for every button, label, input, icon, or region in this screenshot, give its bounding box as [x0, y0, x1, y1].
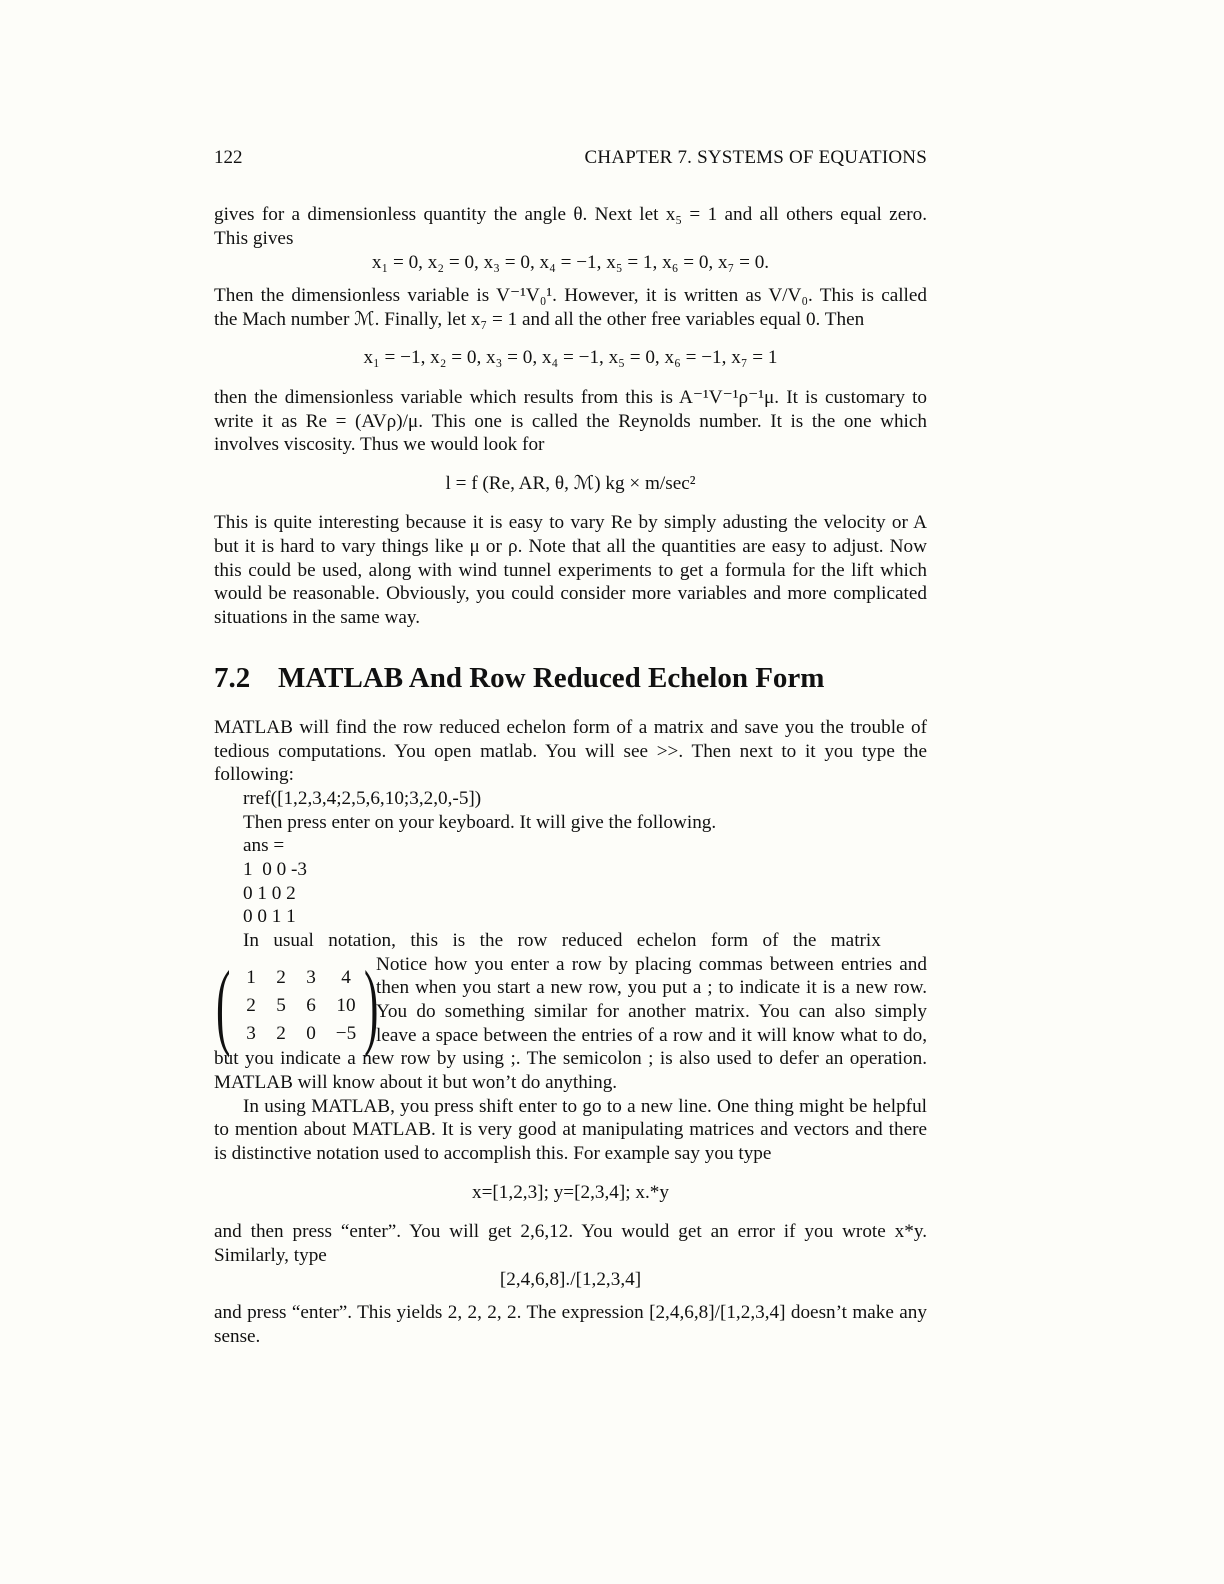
text-line: then when you start a new row, you put a ; to indicate it is a new row. [376, 977, 927, 998]
matrix-row [236, 964, 366, 992]
text-line: is distinctive notation used to accomplish this. For example say you type [214, 1143, 772, 1164]
matrix-cell: 2 [276, 1023, 286, 1044]
text-line: MATLAB will find the row reduced echelon form of a matrix and save you the trouble of [214, 717, 927, 738]
text-line: In using MATLAB, you press shift enter to go to a new line. One thing might be helpful [243, 1096, 927, 1117]
chapter-title: CHAPTER 7. SYSTEMS OF EQUATIONS [584, 147, 927, 168]
text-line: Notice how you enter a row by placing commas between entries and [376, 954, 927, 975]
code-output-row: 0 0 1 1 [243, 906, 296, 927]
text-line: This gives [214, 228, 294, 249]
matrix-cell: 2 [246, 995, 256, 1016]
matrix-cell: 4 [341, 967, 351, 988]
section-heading [214, 662, 824, 695]
text-line: to mention about MATLAB. It is very good at manipulating matrices and vectors and there [214, 1119, 927, 1140]
matrix-row [236, 992, 366, 1020]
text-line: would be reasonable. Obviously, you could consider more variables and more complicated [214, 583, 927, 604]
matrix-cell: 5 [276, 995, 286, 1016]
code-output-row: 1 0 0 -3 [243, 859, 307, 880]
matrix-cell: 1 [246, 967, 256, 988]
text-line: and press “enter”. This yields 2, 2, 2, 2. The expression [2,4,6,8]/[1,2,3,4] doesn’t make any [214, 1302, 927, 1323]
matrix-cell: 3 [246, 1023, 256, 1044]
text-line: Then the dimensionless variable is V⁻¹V₀¹. However, it is written as V/V₀. This is called [214, 285, 927, 306]
matrix-cell: 6 [306, 995, 316, 1016]
code-output-row: 0 1 0 2 [243, 883, 296, 904]
matrix [214, 951, 384, 1058]
text-line: leave a space between the entries of a row and it will know what to do, [376, 1025, 927, 1046]
matrix-cell: −5 [335, 1023, 357, 1044]
code-command: [2,4,6,8]./[1,2,3,4] [499, 1269, 642, 1290]
equation: x₁ = −1, x₂ = 0, x₃ = 0, x₄ = −1, x₅ = 0, x₆ = −1, x₇ = 1 [363, 347, 778, 368]
matrix-cell: 10 [336, 995, 356, 1016]
matrix-cell: 2 [276, 967, 286, 988]
text-line: situations in the same way. [214, 607, 421, 628]
text-line: sense. [214, 1326, 261, 1347]
code-command: x=[1,2,3]; y=[2,3,4]; x.*y [472, 1182, 669, 1203]
section-number: 7.2 [214, 662, 251, 694]
text-line: the Mach number ℳ. Finally, let x₇ = 1 and all the other free variables equal 0. Then [214, 309, 865, 330]
text-line: but it is hard to vary things like μ or ρ. Note that all the quantities are easy to adjust. Now [214, 536, 927, 557]
text-line: and then press “enter”. You will get 2,6,12. You would get an error if you wrote x*y. [214, 1221, 927, 1242]
text-line: gives for a dimensionless quantity the angle θ. Next let x₅ = 1 and all others equal zero. [214, 204, 927, 225]
text-line: write it as Re = (AVρ)/μ. This one is called the Reynolds number. It is the one which [214, 411, 927, 432]
equation: l = f (Re, AR, θ, ℳ) kg × m/sec² [445, 473, 696, 494]
text-line: Then press enter on your keyboard. It will give the following. [243, 812, 717, 833]
section-title: MATLAB And Row Reduced Echelon Form [278, 662, 825, 694]
equation: x₁ = 0, x₂ = 0, x₃ = 0, x₄ = −1, x₅ = 1, x₆ = 0, x₇ = 0. [371, 252, 770, 273]
left-paren: ( [216, 951, 231, 1058]
matrix-cell: 0 [306, 1023, 316, 1044]
text-line: MATLAB will know about it but won’t do anything. [214, 1072, 618, 1093]
text-line: but you indicate a new row by using ;. The semicolon ; is also used to defer an operation. [214, 1048, 927, 1069]
text-line: involves viscosity. Thus we would look for [214, 434, 545, 455]
text-line: This is quite interesting because it is easy to vary Re by simply adusting the velocity or A [214, 512, 927, 533]
page-number: 122 [214, 147, 243, 168]
text-line: You do something similar for another matrix. You can also simply [376, 1001, 927, 1022]
text-line: tedious computations. You open matlab. You will see >>. Then next to it you type the [214, 741, 927, 762]
matrix-entries [236, 964, 366, 1048]
text-line: Similarly, type [214, 1245, 327, 1266]
text-line: then the dimensionless variable which results from this is A⁻¹V⁻¹ρ⁻¹μ. It is customary to [214, 387, 927, 408]
right-paren: ) [364, 951, 379, 1058]
code-output: ans = [243, 835, 285, 856]
matrix-row [236, 1020, 366, 1048]
matrix-cell: 3 [306, 967, 316, 988]
text-line: In usual notation, this is the row reduced echelon form of the matrix [243, 930, 881, 951]
code-command: rref([1,2,3,4;2,5,6,10;3,2,0,-5]) [243, 788, 482, 809]
text-line: this could be used, along with wind tunnel experiments to get a formula for the lift which [214, 560, 927, 581]
text-line: following: [214, 764, 294, 785]
